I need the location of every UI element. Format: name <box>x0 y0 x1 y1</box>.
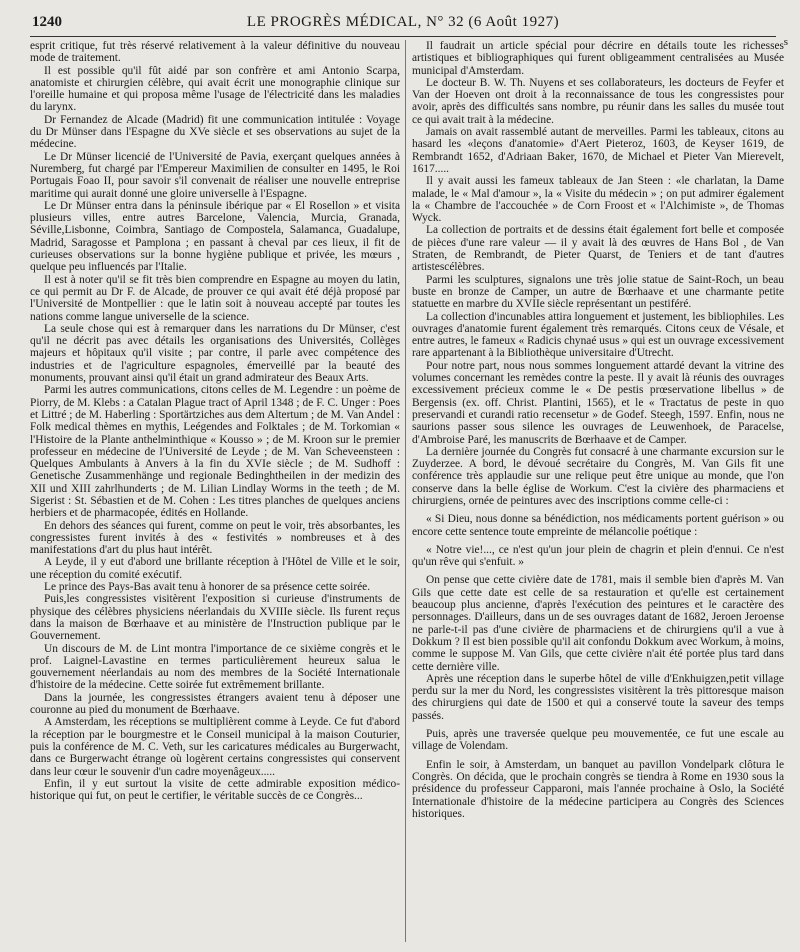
paragraph: Le Dr Münser entra dans la péninsule ibérique par « El Rosellon » et visita plusieurs villes, entre autres Barcelone, Valencia, Murcia, Granada, Séville,Lisbonne, Coimbra, Santiago de Compostela, Salamanca, Guadalupe, Madrid, Saragosse et Pamplona ; en passant à cheval par ces lieux, il fit de curieuses observations sur la bonne hygiène publique et privée, les mœurs , quelque peu influencés par l'Italie. <box>30 199 400 274</box>
paragraph: Enfin, il y eut surtout la visite de cette admirable exposition médico-historique qui fut, on peut le certifier, le véritable succès de ce Congrès... <box>30 777 400 803</box>
paragraph: On pense que cette civière date de 1781, mais il semble bien d'après M. Van Gils que cette date est celle de sa restauration et qu'elle est certainement beaucoup plus ancienne, d'après l'exécution des peintures et le caractère des personnages. D'ailleurs, dans un de ses ouvrages datant de 1682, Jeroen Jeroense ne parle-t-il pas d'une civière de pharmaciens et de chirurgiens qu'il a vue à Dokkum ? Il est bien possible qu'il ait confondu Dokkum avec Workum, à moins, comme le suppose M. Van Gils, que cette civière n'ait été portée plus tard dans cette dernière ville. <box>412 574 784 673</box>
paragraph: En dehors des séances qui furent, comme on peut le voir, très absorbantes, les congressistes furent invités à des « festivités » nombreuses et à des manifestations d'art du plus haut intérêt. <box>30 519 400 557</box>
paragraph: La collection d'incunables attira longuement et justement, les bibliophiles. Les ouvrages d'anatomie furent également très remarqués. Citons ceux de Vésale, et entre autres, le fameux « Radicis chynaé usus » qui est un ouvrage excessivement rare appartenant à la Bibliothèque universitaire d'Utrecht. <box>412 310 784 360</box>
paragraph: La collection de portraits et de dessins était également fort belle et composée de pièces d'une rare valeur — il y avait là des œuvres de Hans Bol , de Van Straten, de Rembrandt, de Pieter Quarst, de Teniers et de tant d'autres artistescélèbres. <box>412 224 784 274</box>
page-number: 1240 <box>32 14 62 30</box>
paragraph: Dans la journée, les congressistes étrangers avaient tenu à déposer une couronne au pied du monument de Bœrhaave. <box>30 691 400 717</box>
paragraph: Le docteur B. W. Th. Nuyens et ses collaborateurs, les docteurs de Feyfer et Van der Hoeven ont droit à la reconnaissance de tous les congressistes pour avoir, après des difficultés sans nombre, pu réunir dans les salles du musée tout ce qui avait trait à la médecine. <box>412 76 784 126</box>
paragraph: esprit critique, fut très réservé relativement à la valeur définitive du nouveau mode de traitement. <box>30 40 400 65</box>
paragraph: Le Dr Münser licencié de l'Université de Pavia, exerçant quelques années à Nuremberg, fut chargé par l'Empereur Maximilien de consulter en 1495, le Roi Portugais Foao II, pour savoir s'il convenait de réaliser une nouvelle entreprise maritime qui aurait donné une gloire universelle à l'Espagne. <box>30 150 400 200</box>
quotation: « Si Dieu, nous donne sa bénédiction, nos médicaments portent guérison » ou encore cette sentence toute empreinte de mélancolie poétique : <box>412 513 784 538</box>
paragraph: Après une réception dans le superbe hôtel de ville d'Enkhuigzen,petit village perdu sur la mer du Nord, les congressistes visitèrent la très pittoresque maison des chirurgiens qui date de 1500 et qui a conservé toute la saveur des temps passés. <box>412 672 784 722</box>
paragraph: Le prince des Pays-Bas avait tenu à honorer de sa présence cette soirée. <box>44 581 371 594</box>
paragraph: Jamais on avait rassemblé autant de merveilles. Parmi les tableaux, citons au hasard les «leçons d'anatomie» d'Aert Pieteroz, 1603, de Keyser 1619, de Rembrandt 1652, d'Adriaan Baker, 1670, de Michael et Pieter Van Mierevelt, 1617..... <box>412 126 784 175</box>
quotation: « Notre vie!..., ce n'est qu'un jour plein de chagrin et plein d'ennui. Ce n'est qu'un rêve qui s'enfuit. » <box>412 543 784 569</box>
paragraph: Dr Fernandez de Alcade (Madrid) fit une communication intitulée : Voyage du Dr Münser dans l'Espagne du XVe siècle et ses observations au sujet de la médecine. <box>30 113 400 151</box>
paragraph: A Leyde, il y eut d'abord une brillante réception à l'Hôtel de Ville et le soir, une réception du comité exécutif. <box>30 556 400 581</box>
paragraph: Pour notre part, nous nous sommes longuement attardé devant la vitrine des volumes concernant les remèdes contre la peste. Il y avait là réunis des ouvrages excessivement précieux comme le « De pestis prœservatione libellus » de Bergensis (ex. off. Christ. Plantini, 1565), et le « Tractatus de peste in quo preservandi et curandi ratio recensetur » de Godef. Steegh, 1597. Enfin, nous ne saurions passer sous silence les ouvrages de Leuwenhoek, de Paracelse, d'Ambroise Paré, les manuscrits de Bœrhaave et de Camper. <box>412 359 784 446</box>
paragraph: Enfin le soir, à Amsterdam, un banquet au pavillon Vondelpark clôtura le Congrès. On décida, que le prochain congrès se tiendra à Rome en 1930 sous la présidence du professeur Capparoni, mais l'année prochaine à Oslo, la Société Internationale d'histoire de la médecine participera au Congrès des Sciences historiques. <box>412 758 784 820</box>
journal-title: LE PROGRÈS MÉDICAL, N° 32 (6 Août 1927) <box>246 14 560 30</box>
page-header <box>30 10 776 37</box>
left-column <box>30 40 400 944</box>
right-column <box>412 40 784 944</box>
paragraph: Puis,les congressistes visitèrent l'exposition si curieuse d'instruments de physique des célèbres physiciens néerlandais du XVIIIe siècle. Ils furent reçus dans la maison de Bœrhaave et au ministère de l'Instruction publique par le Gouvernement. <box>30 593 400 643</box>
paragraph: La seule chose qui est à remarquer dans les narrations du Dr Münser, c'est qu'il ne décrit pas avec détails les organisations des Universités, Collèges majeurs et hôpitaux qu'il visite ; par contre, il parle avec compétence des industries et de l'agriculture espagnoles, émerveillé par la beauté des monuments, prouvant ainsi qu'il était un grand admirateur des Beaux Arts. <box>30 322 400 385</box>
paragraph: Parmi les sculptures, signalons une très jolie statue de Saint-Roch, un beau buste en bronze de Camper, un autre de Bœrhaave et une charmante petite statuette en marbre du XVIIe siècle représentant un pestiféré. <box>412 273 784 311</box>
paragraph: Il est à noter qu'il se fit très bien comprendre en Espagne au moyen du latin, ce qui permit au Dr F. de Alcade, de prouver ce qui avait été déjà proposé par l'Université de Montpellier : que le latin soit à nouveau accepté par toutes les nations comme langue universelle de la science. <box>30 273 400 323</box>
margin-marker: s <box>783 36 788 48</box>
paragraph: La dernière journée du Congrès fut consacré à une charmante excursion sur le Zuyderzee. A bord, le dévoué secrétaire du Congrès, M. Van Gils fit une conférence très applaudie sur une relique peut être unique au monde, que l'on conserve dans la belle église de Workum. C'est la civière des pharmaciens et chirurgiens, ornée de peintures avec des inscriptions comme celle-ci : <box>412 445 784 507</box>
paragraph: A Amsterdam, les réceptions se multiplièrent comme à Leyde. Ce fut d'abord la réception par le bourgmestre et le Conseil municipal à la maison Couturier, puis la conférence de M. C. Veth, sur les caricatures médicales au Burgerwacht, dans ce Burgerwacht étrange où logèrent certains congressistes qui conservent dans leur cœur le souvenir d'un cadre moyenâgeux..... <box>30 716 400 778</box>
paragraph: Un discours de M. de Lint montra l'importance de ce sixième congrès et le prof. Laignel-Lavastine en termes particulièrement heureux salua le gouvernement néerlandais au nom des membres de la Société Internationale d'histoire de la médecine. Cette soirée fut extrêmement brillante. <box>30 642 400 692</box>
paragraph: Puis, après une traversée quelque peu mouvementée, ce fut une escale au village de Volendam. <box>412 728 784 753</box>
paragraph: Parmi les autres communications, citons celles de M. Legendre : un poème de Piorry, de M. Klebs : a Catalan Plague tract of April 1348 ; de F. C. Unger : Poes et Littré ; de M. Haberling : Sportärtziches aus dem Altertum ; de M. Van Andel : Folk medical thèmes en mythis, Leégendes and Folktales ; de M. Torkomian « l'Histoire de la Plante anthelminthique « Kousso » ; de M. Kroon sur le premier professeur en médecine de l'Université de Leyde ; de M. Van Scheveensteen : Quelques Ambulants à Anvers à la fin du XVIe siècle ; de M. Sudhoff : Genetische Zusammenhänge und regionale Bedinghtheilen in der medizin des XII und XIII zahrlhunderts ; de M. Lilian Lindlay Worms in the teeth ; de M. Sigerist : St. Sébastien et de M. Cohen : Les titres planches de quelques anciens herbiers et de pharmacopée, édités en Hollande. <box>30 384 400 520</box>
column-divider <box>405 40 406 942</box>
paragraph: Il est possible qu'il fût aidé par son confrère et ami Antonio Scarpa, anatomiste et chirurgien célèbre, qui avait écrit une monographie clinique sur l'oreille humaine et qui proposa même l'usage de l'électricité dans les maladies du larynx. <box>30 64 400 114</box>
paragraph: Il faudrait un article spécial pour décrire en détails toute les richesses artistiques et bibliographiques qui furent obligeamment centralisées au Musée municipal d'Amsterdam. <box>412 40 784 77</box>
paragraph: Il y avait aussi les fameux tableaux de Jan Steen : «le charlatan, la Dame malade, le « Mal d'amour », la « Visite du médecin » ; on put admirer également la « Chambre de l'accouchée » de Corn Froost et « l'Alchimiste », de Thomas Wyck. <box>412 175 784 225</box>
